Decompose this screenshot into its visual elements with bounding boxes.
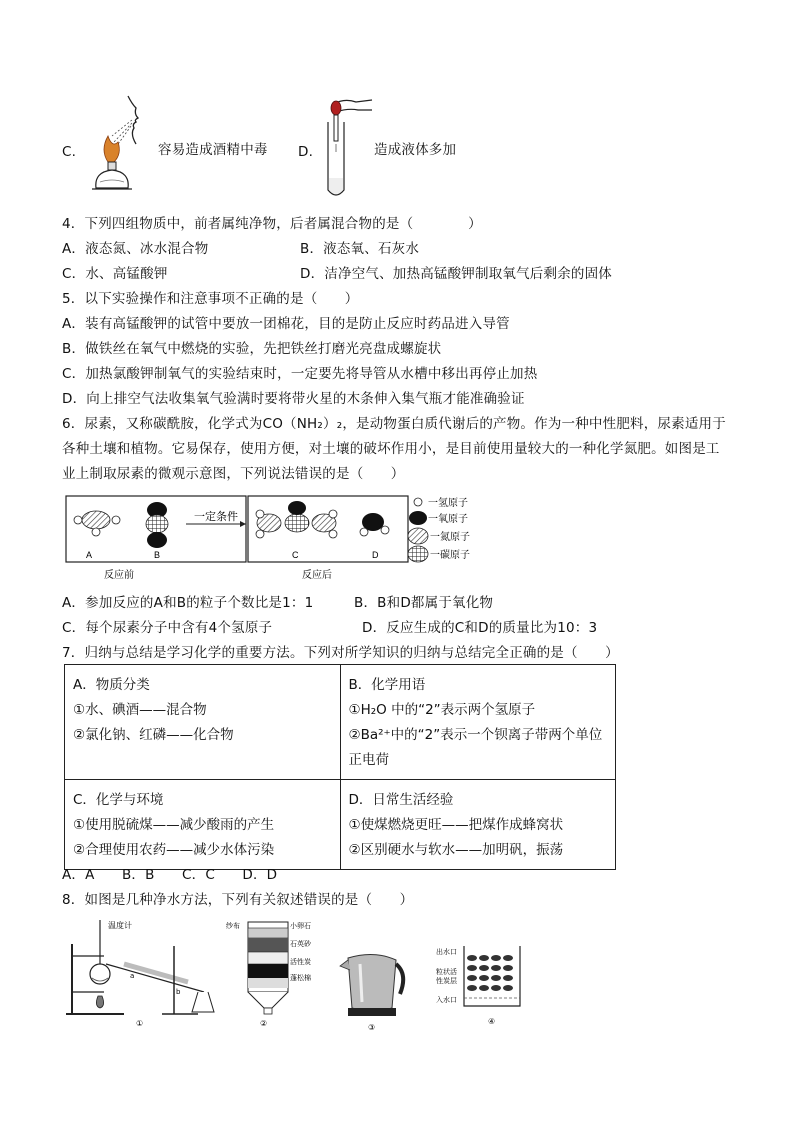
q6-stem-line3: 业上制取尿素的微观示意图，下列说法错误的是（ ） [62,466,405,482]
label-thermometer: 温度计 [108,921,132,930]
label-quartz-sand: 石英砂 [290,940,311,948]
q7-stem: 7．归纳与总结是学习化学的重要方法。下列对所学知识的归纳与总结完全正确的是（ ） [62,645,619,661]
cell-c [65,780,341,870]
cell-b-item2: ②Ba²⁺中的“2”表示一个钡离子带两个单位正电荷 [348,727,603,768]
cell-a-title: A．物质分类 [73,677,150,693]
urea-reaction-diagram [64,492,504,584]
q5-stem: 5．以下实验操作和注意事项不正确的是（ ） [62,291,359,307]
label-a: A [86,550,93,560]
q6-stem-line2: 各种土壤和植物。它易保存，使用方便，对土壤的破坏作用小，是目前使用量较大的一种化学氮肥。如图是工 [62,441,720,457]
legend-nitrogen: 一氮原子 [430,532,470,543]
legend-hydrogen: 一氢原子 [428,498,468,509]
label-cotton: 蓬松棉 [290,974,311,982]
label-water-outlet: 出水口 [436,948,457,956]
q6-option-b: B．B和D都属于氧化物 [354,595,494,611]
q7-options: A．A B．B C．C D．D [62,867,278,883]
molecule-b [146,502,168,548]
label-carbon-layer-2: 性炭层 [436,977,457,985]
legend-oxygen: 一氧原子 [428,514,468,525]
arrow-label: 一定条件 [194,510,238,523]
cell-c-item2: ②合理使用农药——减少水体污染 [73,842,275,858]
label-carbon-layer-1: 粒状活 [436,968,457,976]
q3-c-label: C. [62,144,77,160]
cell-c-title: C．化学与环境 [73,792,164,808]
cell-a [65,665,341,780]
label-d: D [372,550,379,560]
q5-option-b: B．做铁丝在氧气中燃烧的实验，先把铁丝打磨光亮盘成螺旋状 [62,341,442,357]
cell-d-item1: ①使煤燃烧更旺——把煤作成蜂窝状 [348,817,564,833]
cell-b-title: B．化学用语 [348,677,426,693]
q4-option-b: B．液态氧、石灰水 [300,241,420,257]
q3-d-label: D. [298,144,314,160]
label-activated-carbon: 活性炭 [290,958,311,966]
cell-c-item1: ①使用脱硫煤——减少酸雨的产生 [73,817,275,833]
fig2-number: ② [260,1019,268,1028]
dropper-test-tube-illustration [314,94,376,206]
label-b: B [154,550,161,560]
atom-legend [408,496,470,562]
q6-option-d: D．反应生成的C和D的质量比为10：3 [362,620,598,636]
alcohol-lamp-blow-illustration [86,92,158,204]
label-c: C [292,550,299,560]
q5-option-d: D．向上排空气法收集氧气验满时要将带火星的木条伸入集气瓶才能准确验证 [62,391,525,407]
cell-b-item1: ①H₂O 中的“2”表示两个氢原子 [348,702,536,718]
fig1-number: ① [136,1019,144,1028]
label-water-inlet: 入水口 [436,996,457,1004]
q6-option-c: C．每个尿素分子中含有4个氢原子 [62,620,273,636]
label-pebbles: 小卵石 [290,922,311,930]
q4-option-c: C．水、高锰酸钾 [62,266,168,282]
fig3-number: ③ [368,1023,376,1032]
q7-summary-table [64,664,616,870]
q5-option-a: A．装有高锰酸钾的试管中要放一团棉花，目的是防止反应时药品进入导管 [62,316,510,332]
label-a: a [130,972,135,980]
q4-stem: 4．下列四组物质中，前者属纯净物，后者属混合物的是（ ） [62,216,482,232]
q3-c-text: 容易造成酒精中毒 [158,142,268,158]
cell-a-item2: ②氯化钠、红磷——化合物 [73,727,234,743]
q6-stem-line1: 6．尿素，又称碳酰胺，化学式为CO（NH₂）₂，是动物蛋白质代谢后的产物。作为一种中性肥料，尿素适用于 [62,416,726,432]
cell-d [340,780,616,870]
cell-d-title: D．日常生活经验 [348,792,454,808]
label-gauze: 纱布 [226,922,240,930]
q8-stem: 8．如图是几种净水方法，下列有关叙述错误的是（ ） [62,892,414,908]
legend-carbon: 一碳原子 [430,550,470,561]
q4-option-a: A．液态氮、冰水混合物 [62,241,209,257]
distillation-apparatus-figure [64,916,224,1030]
caption-before: 反应前 [104,570,134,581]
cell-a-item1: ①水、碘酒——混合物 [73,702,207,718]
caption-after: 反应后 [302,570,332,581]
water-filter-figure [226,916,326,1030]
q6-option-a: A．参加反应的A和B的粒子个数比是1：1 [62,595,314,611]
fig4-number: ④ [488,1017,496,1026]
label-b: b [176,988,181,996]
cell-b [340,665,616,780]
q4-option-d: D．洁净空气、加热高锰酸钾制取氧气后剩余的固体 [300,266,612,282]
carbon-purifier-figure [436,944,536,1030]
q5-option-c: C．加热氯酸钾制氧气的实验结束时，一定要先将导管从水槽中移出再停止加热 [62,366,538,382]
electric-kettle-figure [338,950,410,1032]
q3-d-text: 造成液体多加 [374,142,457,158]
cell-d-item2: ②区别硬水与软水——加明矾，振荡 [348,842,564,858]
